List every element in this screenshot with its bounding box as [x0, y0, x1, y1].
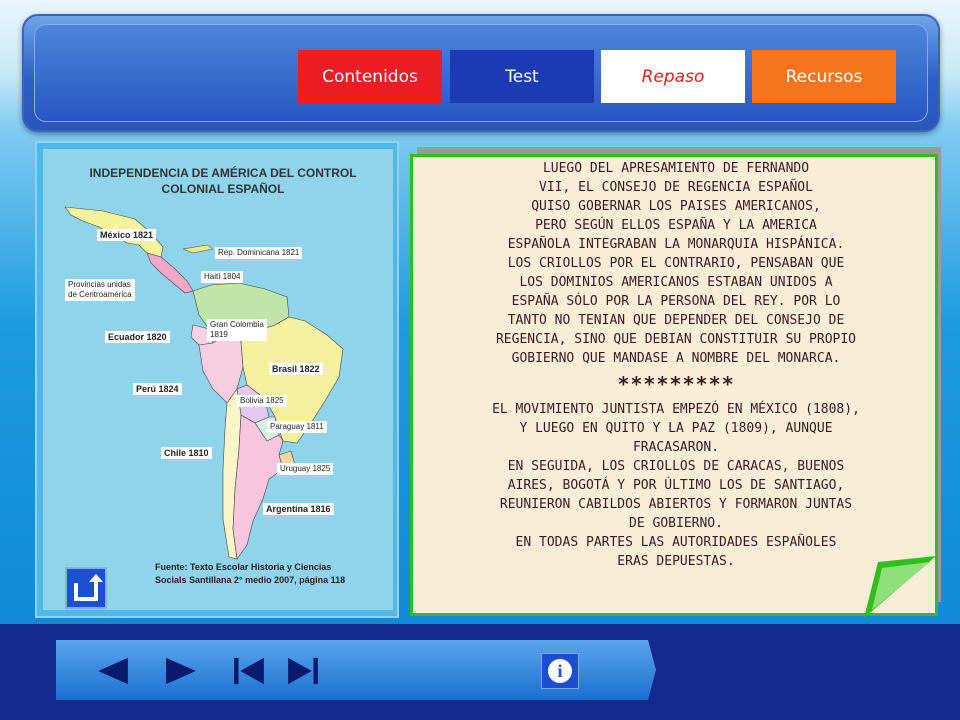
note-separator: *********: [617, 372, 735, 396]
return-arrow-icon: [67, 569, 105, 607]
label-paraguay: Paraguay 1811: [267, 421, 327, 433]
page-curl-decoration: [864, 556, 940, 618]
label-ecuador: Ecuador 1820: [105, 331, 170, 343]
note-paragraph-1: [431, 159, 921, 368]
map-title-line1: INDEPENDENCIA DE AMÉRICA DEL CONTROL: [89, 166, 357, 180]
note-line: REUNIERON CABILDOS ABIERTOS Y FORMARON JUNTAS: [499, 497, 853, 512]
note-line: Y LUEGO EN QUITO Y LA PAZ (1809), AUNQUE: [519, 421, 833, 436]
label-centroamerica-line2: de Centroamérica: [68, 290, 132, 299]
label-uruguay: Uruguay 1825: [277, 463, 333, 475]
label-gran-colombia: [207, 319, 267, 341]
note-line: AIRES, BOGOTÁ Y POR ÚLTIMO LOS DE SANTIAGO,: [507, 478, 845, 493]
note-line: EN SEGUIDA, LOS CRIOLLOS DE CARACAS, BUENOS: [507, 459, 845, 474]
tab-contenidos[interactable]: Contenidos: [298, 50, 442, 103]
previous-icon[interactable]: [94, 657, 132, 685]
note-line: ESPAÑOLA INTEGRABAN LA MONARQUIA HISPÁNICA.: [507, 237, 845, 252]
label-mexico: México 1821: [97, 229, 156, 241]
map-source: [155, 561, 387, 587]
label-rep-dominicana: Rep. Dominicana 1821: [215, 247, 302, 259]
map-source-line2: Socials Santillana 2° medio 2007, página 118: [155, 575, 346, 585]
map-title: [83, 165, 363, 197]
label-chile: Chile 1810: [161, 447, 212, 459]
label-bolivia: Bolivia 1825: [237, 395, 287, 407]
label-gran-colombia-line2: 1819: [210, 330, 228, 339]
note-paragraph-2: [431, 400, 921, 571]
latin-america-map-image: [43, 149, 393, 610]
info-button[interactable]: [541, 653, 579, 689]
label-centroamerica: [65, 279, 135, 301]
map-frame: [35, 141, 399, 618]
label-centroamerica-line1: Provincias unidas: [68, 280, 131, 289]
note-line: EL MOVIMIENTO JUNTISTA EMPEZÓ EN MÉXICO (1808),: [492, 402, 860, 417]
note-text: [431, 159, 921, 571]
note-line: LUEGO DEL APRESAMIENTO DE FERNANDO: [542, 161, 810, 176]
label-gran-colombia-line1: Gran Colombia: [210, 320, 264, 329]
first-page-icon[interactable]: [230, 657, 268, 685]
tab-test[interactable]: Test: [450, 50, 594, 103]
tab-repaso[interactable]: Repaso: [601, 50, 745, 103]
note-line: VII, EL CONSEJO DE REGENCIA ESPAÑOL: [539, 180, 813, 195]
last-page-icon[interactable]: [284, 657, 322, 685]
map-title-line2: COLONIAL ESPAÑOL: [161, 182, 285, 196]
next-icon[interactable]: [162, 657, 200, 685]
note-line: GOBIERNO QUE MANDASE A NOMBRE DEL MONARCA.: [511, 351, 841, 366]
note-line: LOS DOMINIOS AMERICANOS ESTABAN UNIDOS A: [519, 275, 833, 290]
note-line: DE GOBIERNO.: [629, 516, 723, 531]
note-line: QUISO GOBERNAR LOS PAISES AMERICANOS,: [531, 199, 821, 214]
label-brasil: Brasil 1822: [269, 363, 323, 375]
map-card: [43, 149, 393, 610]
note-panel: [410, 154, 938, 616]
tab-recursos[interactable]: Recursos: [752, 50, 896, 103]
map-source-line1: Fuente: Texto Escolar Historia y Ciencias: [155, 562, 332, 572]
note-line: REGENCIA, SINO QUE DEBIAN CONSTITUIR SU PROPIO: [495, 332, 857, 347]
note-line: ESPAÑA SÓLO POR LA PERSONA DEL REY. POR LO: [511, 294, 841, 309]
back-button[interactable]: [65, 567, 107, 609]
note-line: FRACASARON.: [632, 440, 720, 455]
note-line: LOS CRIOLLOS POR EL CONTRARIO, PENSABAN QUE: [507, 256, 845, 271]
info-icon: i: [548, 659, 572, 683]
label-peru: Perú 1824: [133, 383, 182, 395]
label-haiti: Haití 1804: [201, 271, 243, 283]
label-argentina: Argentina 1816: [263, 503, 334, 515]
note-line: PERO SEGÚN ELLOS ESPAÑA Y LA AMERICA: [535, 218, 817, 233]
note-line: EN TODAS PARTES LAS AUTORIDADES ESPAÑOLES: [515, 535, 837, 550]
note-line: TANTO NO TENIAN QUE DEPENDER DEL CONSEJO DE: [507, 313, 845, 328]
note-line: ERAS DEPUESTAS.: [617, 554, 735, 569]
